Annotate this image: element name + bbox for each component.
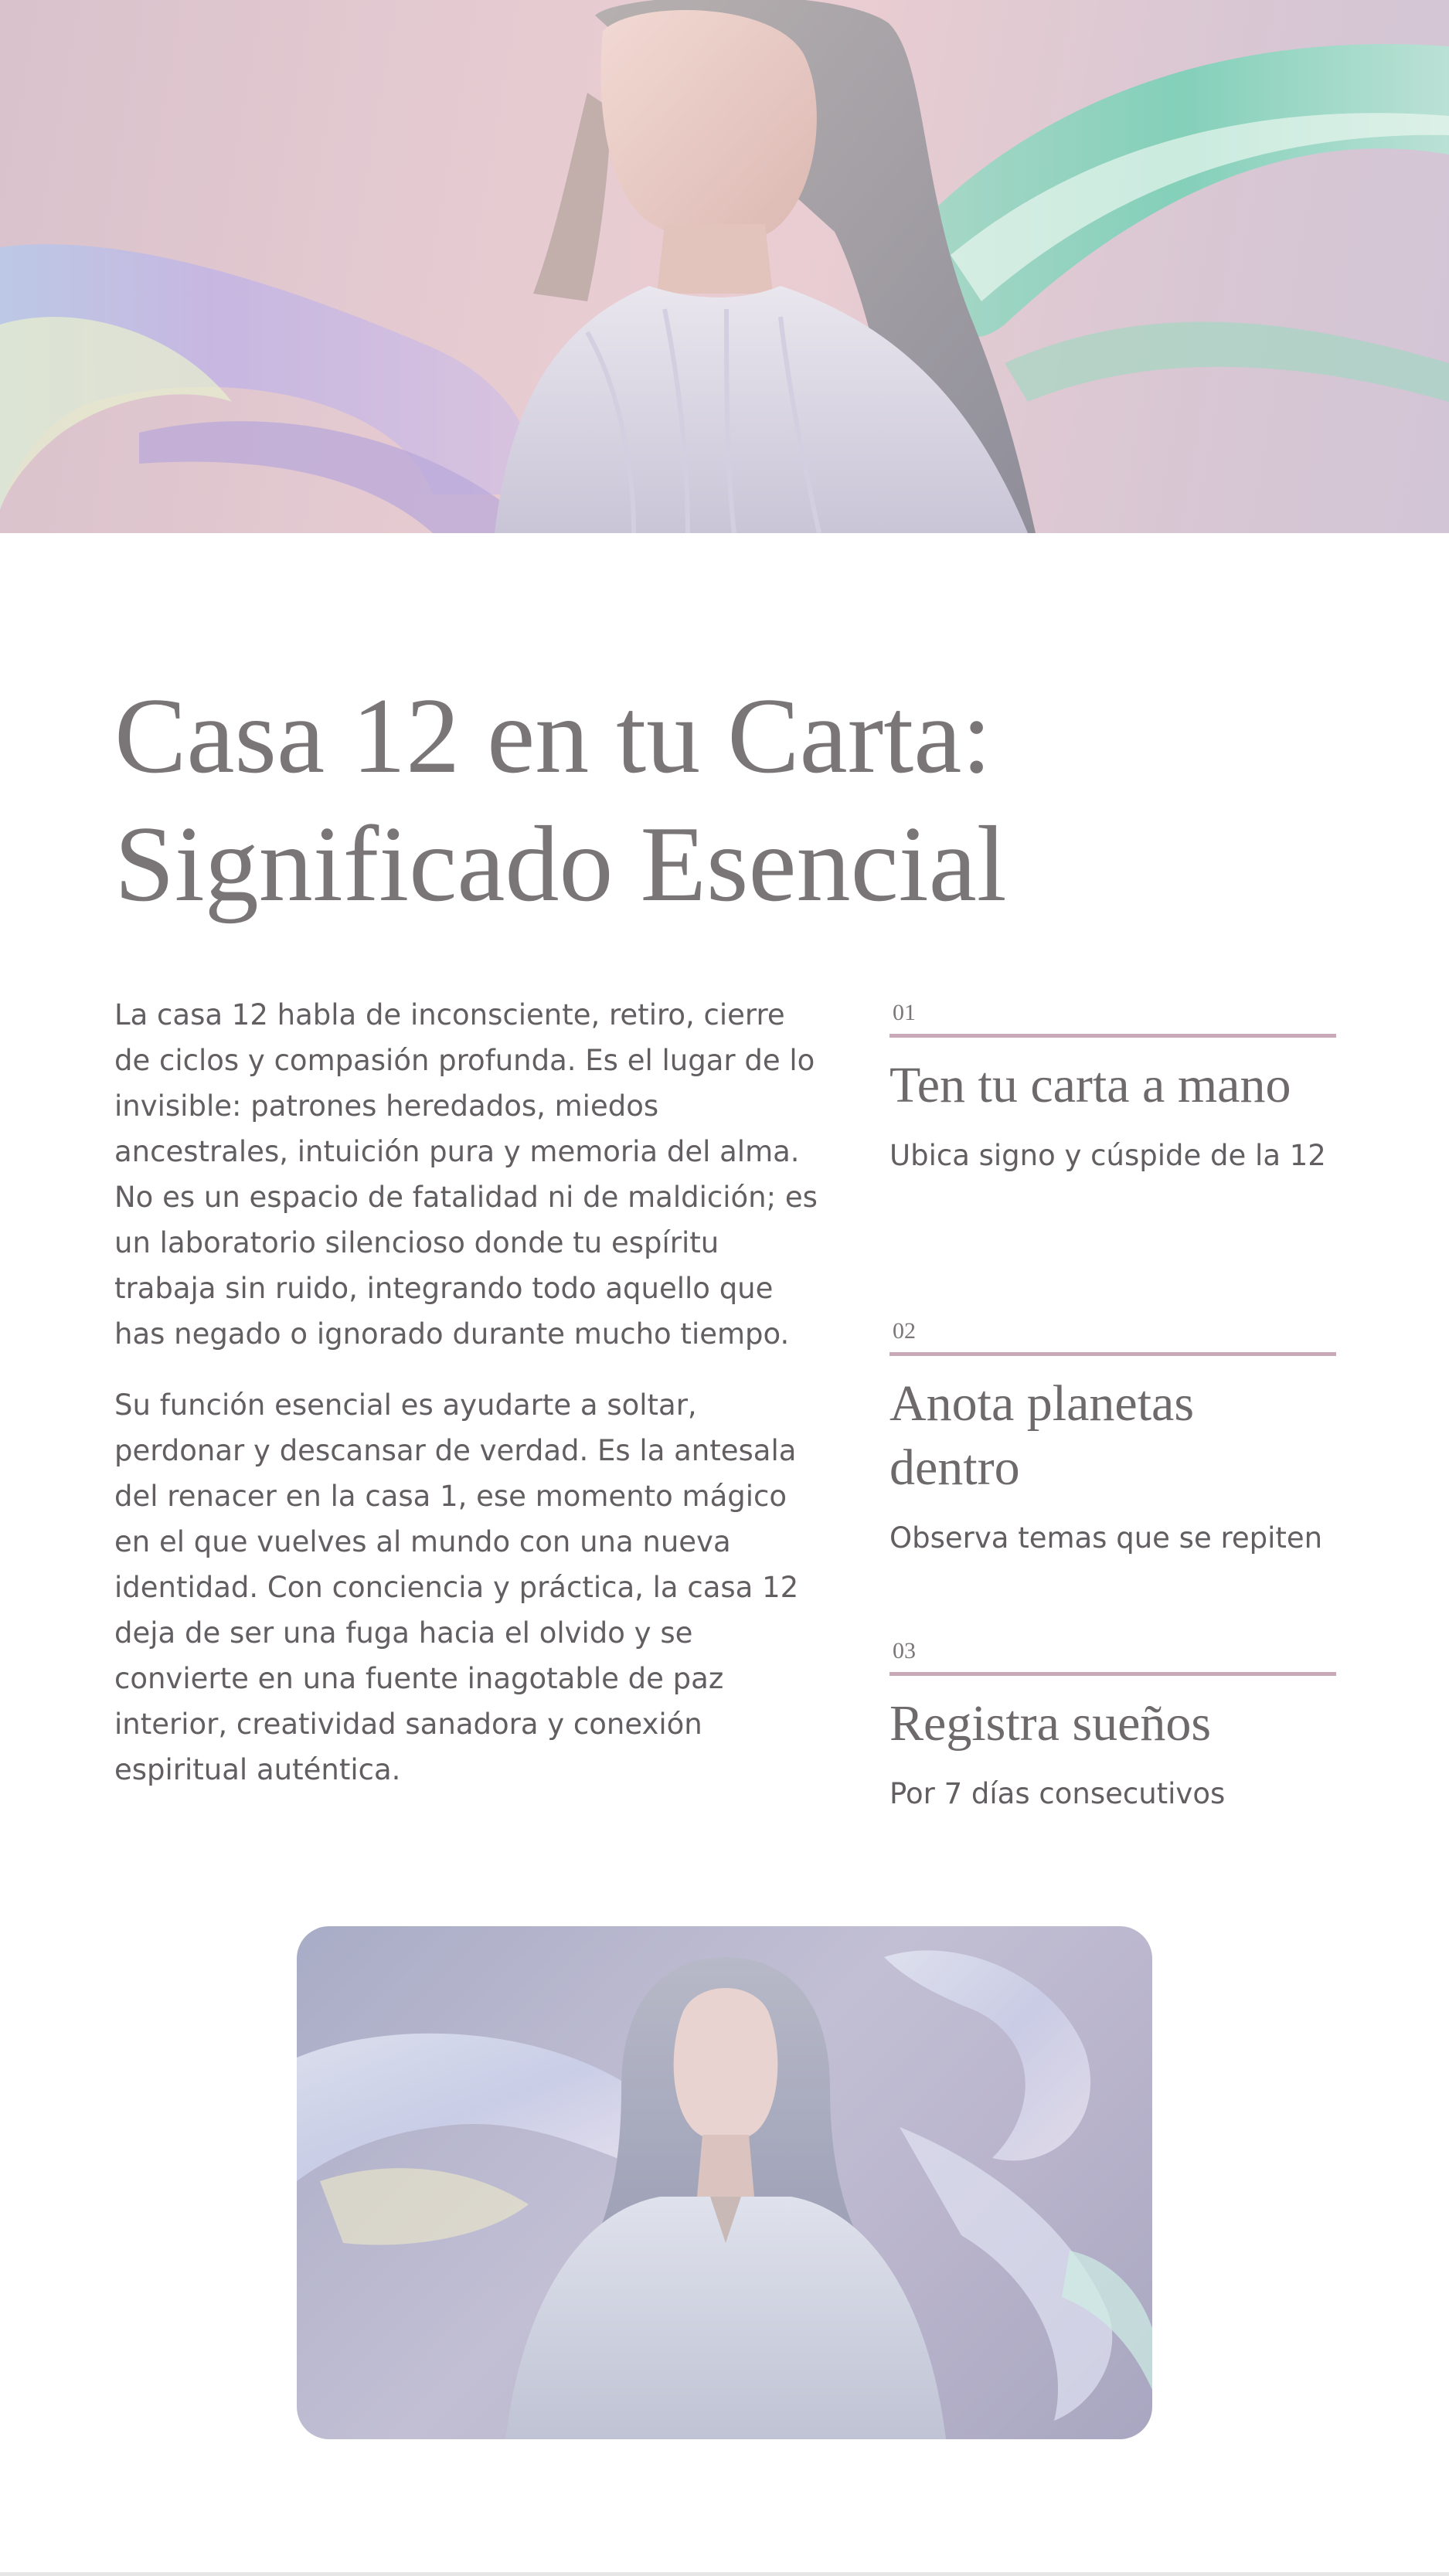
steps-list — [889, 1000, 1336, 1813]
step-title: Ten tu carta a mano — [889, 1057, 1291, 1113]
article-body — [114, 992, 825, 1793]
function-paragraph: Su función esencial es ayudarte a soltar, perdonar y descansar de verdad. Es la antesala del renacer en la casa 1, ese momento mágico en el que vuelves al mundo con una nueva identidad. Con conciencia y práctica, la casa 12 deja de ser una fuga hacia el olvido y se convierte en una fuente inagotable de paz interior, creatividad sanadora y conexión espiritual auténtica. — [114, 1388, 799, 1786]
step-title: Anota planetas dentro — [889, 1375, 1195, 1496]
page-title-line-2: Significado Esencial — [114, 804, 1007, 924]
step-title: Registra sueños — [889, 1695, 1212, 1752]
footer-divider — [0, 2572, 1449, 2576]
step-description: Ubica signo y cúspide de la 12 — [889, 1139, 1326, 1172]
step-number: 01 — [893, 1000, 916, 1025]
step-number: 02 — [893, 1318, 916, 1344]
step-item — [889, 1318, 1336, 1638]
step-number: 03 — [893, 1638, 916, 1664]
step-divider — [889, 1352, 1336, 1356]
portrait-image — [297, 1926, 1152, 2439]
hero-image — [0, 0, 1449, 533]
step-item — [889, 1000, 1336, 1318]
step-item — [889, 1638, 1336, 1813]
page-title-line-1: Casa 12 en tu Carta: — [114, 676, 992, 796]
portrait-illustration — [297, 1926, 1152, 2439]
hero-illustration — [0, 0, 1449, 533]
step-divider — [889, 1672, 1336, 1676]
step-description: Observa temas que se repiten — [889, 1521, 1323, 1555]
step-divider — [889, 1034, 1336, 1038]
page-title — [114, 672, 1119, 929]
intro-paragraph: La casa 12 habla de inconsciente, retiro, cierre de ciclos y compasión profunda. Es el lugar de lo invisible: patrones heredados, miedos ancestrales, intuición pura y memoria del alma. No es un espacio de fatalidad ni de maldición; es un laboratorio silencioso donde tu espíritu trabaja sin ruido, integrando todo aquello que has negado o ignorado durante mucho tiempo. — [114, 998, 818, 1351]
step-description: Por 7 días consecutivos — [889, 1777, 1226, 1810]
